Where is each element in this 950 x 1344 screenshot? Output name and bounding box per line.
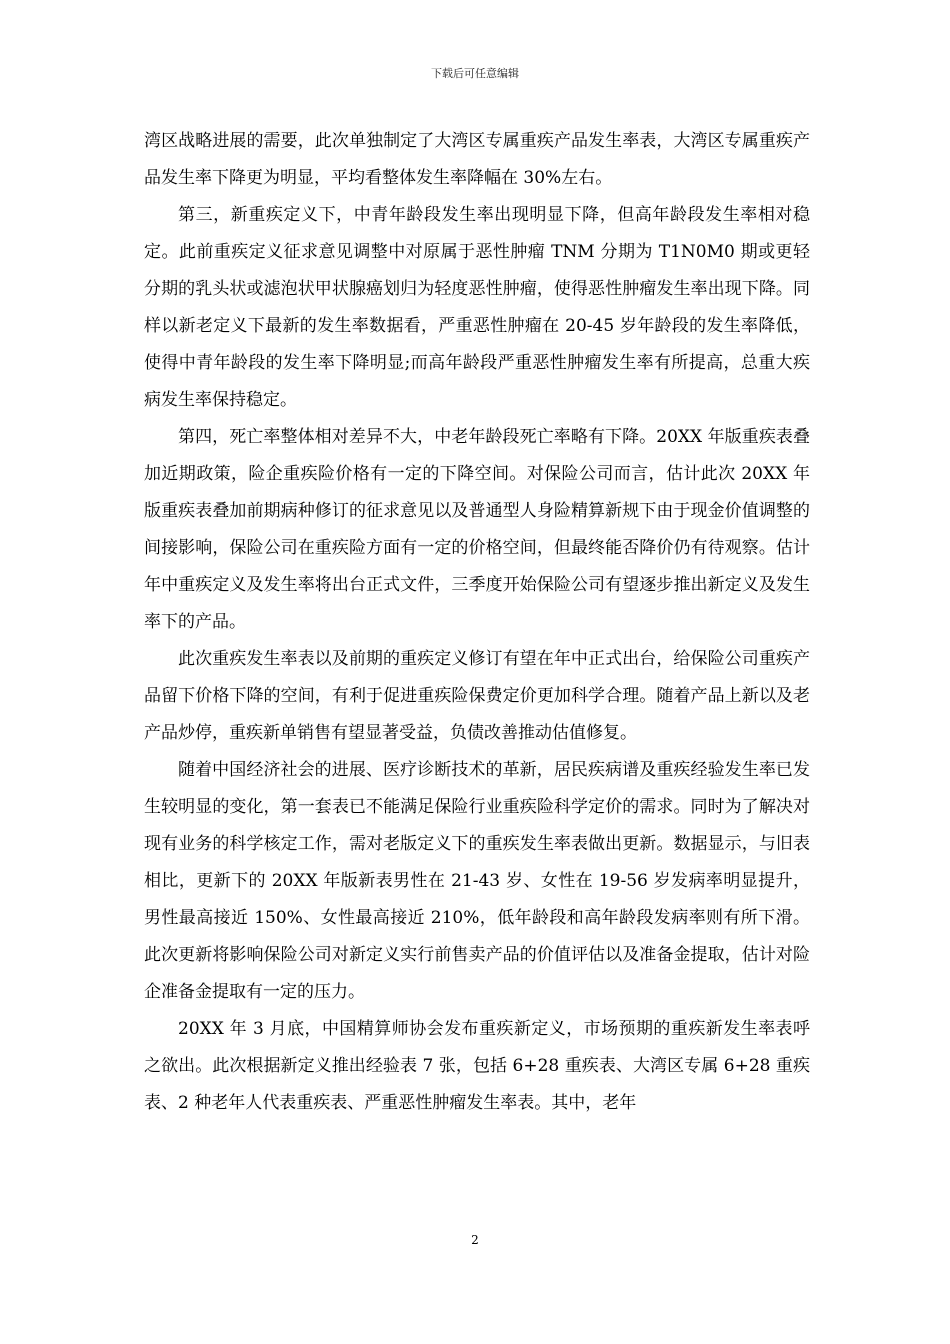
paragraph: 第三，新重疾定义下，中青年龄段发生率出现明显下降，但高年龄段发生率相对稳定。此前重疾定义征求意见调整中对原属于恶性肿瘤 TNM 分期为 T1N0M0 期或更轻分期的乳头状或滤泡状甲状腺癌划归为轻度恶性肿瘤，使得恶性肿瘤发生率出现下降。同样以新老定义下最新的发生率数据看，严重恶性肿瘤在 20-45 岁年龄段的发生率降低，使得中青年龄段的发生率下降明显;而高年龄段严重恶性肿瘤发生率有所提高，总重大疾病发生率保持稳定。	[144, 205, 810, 410]
page-number: 2	[471, 1233, 479, 1247]
paragraph: 第四，死亡率整体相对差异不大，中老年龄段死亡率略有下降。20XX 年版重疾表叠加近期政策，险企重疾险价格有一定的下降空间。对保险公司而言，估计此次 20XX 年版重疾表叠加前期病种修订的征求意见以及普通型人身险精算新规下由于现金价值调整的间接影响，保险公司在重疾险方面有一定的价格空间，但最终能否降价仍有待观察。估计年中重疾定义及发生率将出台正式文件，三季度开始保险公司有望逐步推出新定义及发生率下的产品。	[144, 427, 810, 632]
paragraph: 20XX 年 3 月底，中国精算师协会发布重疾新定义，市场预期的重疾新发生率表呼之欲出。此次根据新定义推出经验表 7 张，包括 6+28 重疾表、大湾区专属 6+28 重疾表、2 种老年人代表重疾表、严重恶性肿瘤发生率表。其中，老年	[144, 1019, 810, 1113]
paragraph: 随着中国经济社会的进展、医疗诊断技术的革新，居民疾病谱及重疾经验发生率已发生较明显的变化，第一套表已不能满足保险行业重疾险科学定价的需求。同时为了解决对现有业务的科学核定工作，需对老版定义下的重疾发生率表做出更新。数据显示，与旧表相比，更新下的 20XX 年版新表男性在 21-43 岁、女性在 19-56 岁发病率明显提升，男性最高接近 150%、女性最高接近 210%，低年龄段和高年龄段发病率则有所下滑。此次更新将影响保险公司对新定义实行前售卖产品的价值评估以及准备金提取，估计对险企准备金提取有一定的压力。	[144, 760, 810, 1002]
page-header: 下载后可任意编辑	[431, 67, 519, 80]
body-text	[144, 123, 810, 1122]
paragraph: 此次重疾发生率表以及前期的重疾定义修订有望在年中正式出台，给保险公司重疾产品留下价格下降的空间，有利于促进重疾险保费定价更加科学合理。随着产品上新以及老产品炒停，重疾新单销售有望显著受益，负债改善推动估值修复。	[144, 649, 810, 743]
paragraph-continued: 湾区战略进展的需要，此次单独制定了大湾区专属重疾产品发生率表，大湾区专属重疾产品发生率下降更为明显，平均看整体发生率降幅在 30%左右。	[144, 131, 810, 188]
